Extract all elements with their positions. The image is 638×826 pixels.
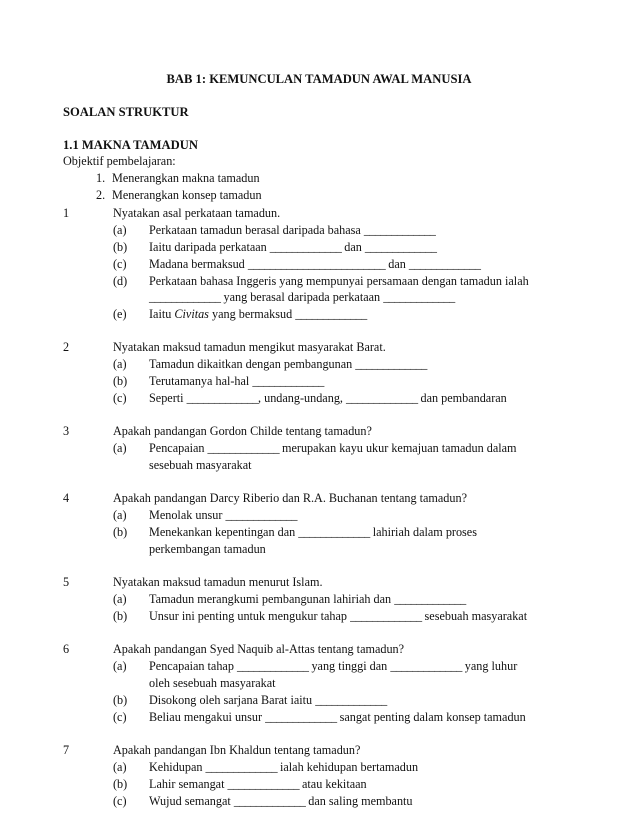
answer-blank[interactable]: _____________ xyxy=(408,257,481,271)
item-letter: (d) xyxy=(113,274,128,288)
item-text-continued: oleh sesebuah masyarakat xyxy=(149,676,276,690)
question-number: 5 xyxy=(63,575,70,589)
question-number: 6 xyxy=(63,642,70,656)
objective-number: 2. xyxy=(96,188,106,202)
answer-blank[interactable]: _____________ xyxy=(205,760,277,774)
item-text: Pencapaian tahap _____________ yang tinggi dan _____________ yang luhur xyxy=(149,659,518,673)
answer-blank[interactable]: _________________________ xyxy=(247,257,386,271)
question-text: Nyatakan maksud tamadun mengikut masyarakat Barat. xyxy=(113,340,386,354)
item-letter: (a) xyxy=(113,592,127,606)
item-letter: (a) xyxy=(113,659,127,673)
item-letter: (a) xyxy=(113,357,127,371)
section-heading: SOALAN STRUKTUR xyxy=(63,105,189,119)
answer-blank[interactable]: _____________ xyxy=(233,794,306,808)
question-number: 3 xyxy=(63,424,70,438)
answer-blank[interactable]: _____________ xyxy=(149,290,221,304)
item-text: Beliau mengakui unsur _____________ sangat penting dalam konsep tamadun xyxy=(149,710,526,724)
answer-blank[interactable]: _____________ xyxy=(390,659,462,673)
item-letter: (c) xyxy=(113,710,127,724)
answer-blank[interactable]: _____________ xyxy=(298,525,370,539)
item-letter: (c) xyxy=(113,391,127,405)
item-text-continued: _____________ yang berasal daripada perkataan _____________ xyxy=(149,290,455,304)
item-letter: (c) xyxy=(113,257,127,271)
item-text: Wujud semangat _____________ dan saling membantu xyxy=(149,794,413,808)
question-text: Apakah pandangan Darcy Riberio dan R.A. Buchanan tentang tamadun? xyxy=(113,491,467,505)
answer-blank[interactable]: _____________ xyxy=(236,659,309,673)
item-text: Menekankan kepentingan dan _____________ lahiriah dalam proses xyxy=(149,525,477,539)
item-text: Iaitu Civitas yang bermaksud _____________ xyxy=(149,307,367,321)
item-text: Menolak unsur _____________ xyxy=(149,508,297,522)
answer-blank[interactable]: _____________ xyxy=(363,223,436,237)
item-letter: (a) xyxy=(113,508,127,522)
objective-item xyxy=(96,187,262,204)
item-letter: (b) xyxy=(113,693,128,707)
question-number: 2 xyxy=(63,340,70,354)
answer-blank[interactable]: _____________ xyxy=(207,441,279,455)
answer-blank[interactable]: _____________ xyxy=(355,357,427,371)
answer-blank[interactable]: _____________ xyxy=(364,240,437,254)
item-letter: (e) xyxy=(113,307,127,321)
objective-text: Menerangkan konsep tamadun xyxy=(112,188,262,202)
item-letter: (c) xyxy=(113,794,127,808)
subsection-heading: 1.1 MAKNA TAMADUN xyxy=(63,138,198,152)
objective-item xyxy=(96,170,260,187)
item-letter: (a) xyxy=(113,441,127,455)
item-text: Pencapaian _____________ merupakan kayu ukur kemajuan tamadun dalam xyxy=(149,441,517,455)
question-text: Nyatakan asal perkataan tamadun. xyxy=(113,206,281,220)
objective-label: Objektif pembelajaran: xyxy=(63,154,176,168)
item-text-continued: sesebuah masyarakat xyxy=(149,458,252,472)
answer-blank[interactable]: _____________ xyxy=(315,693,387,707)
item-text: Kehidupan _____________ ialah kehidupan bertamadun xyxy=(149,760,419,774)
item-text: Lahir semangat _____________ atau kekitaan xyxy=(149,777,367,791)
item-letter: (a) xyxy=(113,760,127,774)
question-text: Apakah pandangan Syed Naquib al-Attas tentang tamadun? xyxy=(113,642,405,656)
answer-blank[interactable]: _____________ xyxy=(394,592,466,606)
item-letter: (b) xyxy=(113,525,128,539)
item-text: Tamadun dikaitkan dengan pembangunan _____________ xyxy=(149,357,427,371)
answer-blank[interactable]: _____________ xyxy=(346,391,418,405)
item-letter: (a) xyxy=(113,223,127,237)
item-text: Perkataan tamadun berasal daripada bahasa _____________ xyxy=(149,223,436,237)
item-text: Unsur ini penting untuk mengukur tahap _____________ sesebuah masyarakat xyxy=(149,609,528,623)
item-text-continued: perkembangan tamadun xyxy=(149,542,266,556)
answer-blank[interactable]: _____________ xyxy=(252,374,324,388)
answer-blank[interactable]: _____________ xyxy=(295,307,367,321)
item-text: Tamadun merangkumi pembangunan lahiriah dan _____________ xyxy=(149,592,466,606)
answer-blank[interactable]: _____________ xyxy=(227,777,299,791)
objective-number: 1. xyxy=(96,171,106,185)
answer-blank[interactable]: _____________ xyxy=(265,710,337,724)
question-number: 4 xyxy=(63,491,70,505)
page-title: BAB 1: KEMUNCULAN TAMADUN AWAL MANUSIA xyxy=(166,72,472,86)
answer-blank[interactable]: _____________ xyxy=(269,240,342,254)
answer-blank[interactable]: _____________ xyxy=(350,609,422,623)
item-letter: (b) xyxy=(113,777,128,791)
question-text: Apakah pandangan Gordon Childe tentang tamadun? xyxy=(113,424,372,438)
item-text: Iaitu daripada perkataan _____________ dan _____________ xyxy=(149,240,437,254)
item-text: Madana bermaksud _________________________ dan _____________ xyxy=(149,257,481,271)
question-text: Nyatakan maksud tamadun menurut Islam. xyxy=(113,575,323,589)
question-number: 7 xyxy=(63,743,70,757)
question-number: 1 xyxy=(63,206,70,220)
objective-text: Menerangkan makna tamadun xyxy=(112,171,260,185)
item-text: Seperti _____________, undang-undang, _____________ dan pembandaran xyxy=(149,391,507,405)
answer-blank[interactable]: _____________ xyxy=(383,290,455,304)
item-text: Perkataan bahasa Inggeris yang mempunyai persamaan dengan tamadun ialah xyxy=(149,274,529,288)
question-text: Apakah pandangan Ibn Khaldun tentang tamadun? xyxy=(113,743,361,757)
item-letter: (b) xyxy=(113,609,128,623)
item-letter: (b) xyxy=(113,374,128,388)
item-text: Disokong oleh sarjana Barat iaitu _____________ xyxy=(149,693,387,707)
answer-blank[interactable]: _____________ xyxy=(225,508,297,522)
item-text: Terutamanya hal-hal _____________ xyxy=(149,374,324,388)
item-letter: (b) xyxy=(113,240,128,254)
answer-blank[interactable]: _____________ xyxy=(186,391,258,405)
